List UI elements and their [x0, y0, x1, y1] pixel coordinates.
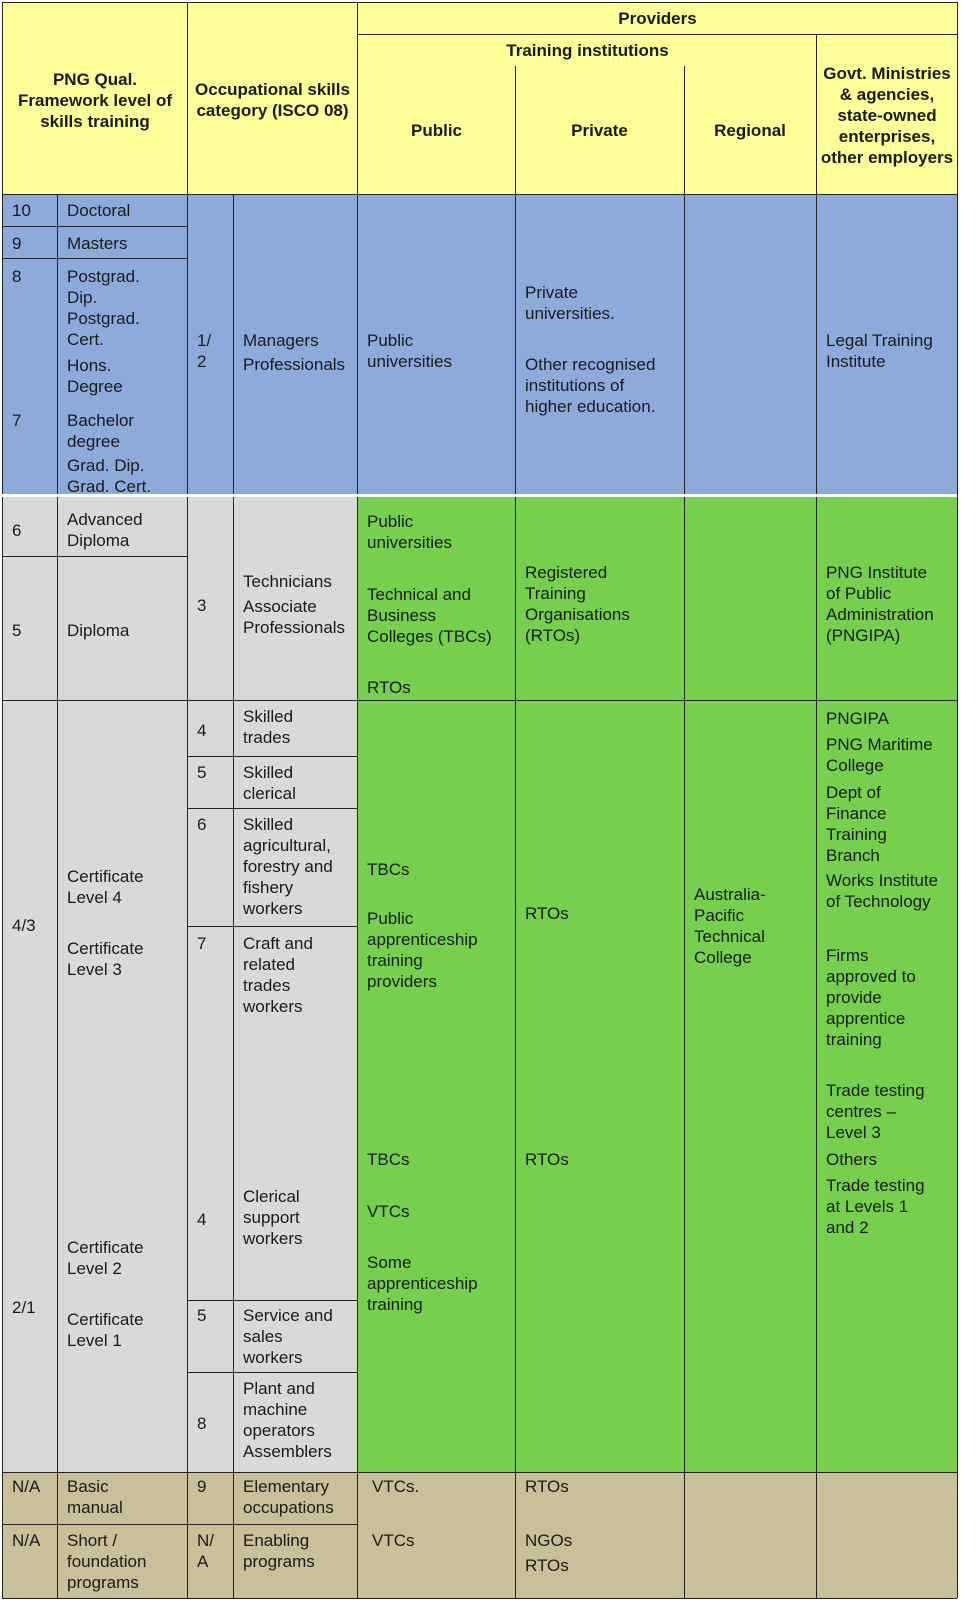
level-7: 7: [12, 411, 22, 430]
occ-code-1-2: 1/ 2: [197, 331, 212, 371]
level-bachelor: Bachelor degree: [67, 411, 135, 451]
occ-elementary: Elementary occupations: [243, 1477, 334, 1517]
level-cert2: Certificate Level 2: [67, 1238, 144, 1278]
level-5: 5: [12, 621, 22, 640]
r1-public: Public universities: [367, 331, 453, 371]
r6-private-b: RTOs: [525, 1556, 569, 1575]
r6-private-a: NGOs: [525, 1531, 573, 1550]
header-occupation: [195, 50, 350, 150]
level-basic: Basic manual: [67, 1477, 123, 1517]
level-short: Short / foundation programs: [67, 1531, 147, 1592]
header-level: [10, 40, 180, 160]
level-adv-dip: Advanced Diploma: [67, 510, 143, 550]
r2-public-a: Public universities: [367, 512, 453, 552]
occ-craft: Craft and related trades workers: [243, 934, 313, 1016]
r5-public: VTCs.: [372, 1477, 420, 1496]
level-masters: Masters: [67, 234, 128, 253]
level-cert1: Certificate Level 1: [67, 1310, 144, 1350]
occ-code-7: 7: [197, 934, 207, 953]
occ-enabling: Enabling programs: [243, 1531, 315, 1571]
r3-regional: Australia- Pacific Technical College: [694, 885, 766, 967]
occ-service: Service and sales workers: [243, 1306, 333, 1367]
level-8: 8: [12, 267, 22, 286]
training-institutions-label: Training institutions: [506, 40, 669, 60]
occ-skilled-clerical: Skilled clerical: [243, 763, 296, 803]
level-6: 6: [12, 521, 22, 540]
level-diploma: Diploma: [67, 621, 130, 640]
r3-govt-a: PNGIPA: [826, 709, 889, 728]
r1-govt: Legal Training Institute: [826, 331, 933, 371]
level-cert3: Certificate Level 3: [67, 939, 144, 979]
govt-label: Govt. Ministries & agencies, state-owned enterprises, other employers: [820, 63, 954, 167]
r2-public-c: RTOs: [367, 678, 411, 697]
r3-govt-c: Dept of Finance Training Branch: [826, 783, 887, 865]
level-grad: Grad. Dip. Grad. Cert.: [67, 456, 152, 496]
r3-public-b: Public apprenticeship training providers: [367, 909, 478, 991]
r3-govt-d: Works Institute of Technology: [826, 871, 939, 911]
occ-agri: Skilled agricultural, forestry and fishery workers: [243, 815, 333, 918]
r4-private: RTOs: [525, 1150, 569, 1169]
level-4-3: 4/3: [12, 916, 36, 935]
occ-professionals: Professionals: [243, 355, 346, 374]
occ-code-8: 8: [197, 1414, 207, 1433]
level-na-2: N/A: [12, 1531, 41, 1550]
occ-code-na: N/ A: [197, 1531, 214, 1571]
providers-label: Providers: [618, 8, 697, 28]
r4-public-a: TBCs: [367, 1150, 410, 1169]
header-private: [517, 115, 682, 145]
occ-skilled-trades: Skilled trades: [243, 707, 294, 747]
r2-private: Registered Training Organisations (RTOs): [525, 563, 630, 645]
occ-code-9: 9: [197, 1477, 207, 1496]
occ-code-6: 6: [197, 815, 207, 834]
r6-public: VTCs: [372, 1531, 415, 1550]
level-postgrad: Postgrad. Dip. Postgrad. Cert.: [67, 267, 140, 349]
header-govt: [818, 40, 956, 190]
occ-code-4b: 4: [197, 1210, 207, 1229]
level-10: 10: [12, 201, 31, 220]
r1-private-b: Other recognised institutions of higher education.: [525, 355, 656, 416]
header-training-institutions: [360, 38, 815, 62]
occ-code-5b: 5: [197, 1306, 207, 1325]
header-providers: [360, 6, 955, 30]
r4-public-c: Some apprenticeship training: [367, 1253, 478, 1314]
level-9: 9: [12, 234, 22, 253]
r3-private: RTOs: [525, 904, 569, 923]
header-public: [360, 115, 513, 145]
occ-plant: Plant and machine operators Assemblers: [243, 1379, 332, 1461]
occ-associate: Associate Professionals: [243, 597, 346, 637]
r2-govt: PNG Institute of Public Administration (PNGIPA): [826, 563, 934, 645]
r3-govt-f: Trade testing centres – Level 3: [826, 1081, 925, 1142]
occ-clerical: Clerical support workers: [243, 1187, 303, 1248]
header-occupation-label: Occupational skills category (ISCO 08): [195, 80, 350, 120]
occ-managers: Managers: [243, 331, 319, 350]
occ-code-3: 3: [197, 596, 207, 615]
private-label: Private: [571, 120, 628, 140]
level-doctoral: Doctoral: [67, 201, 131, 220]
r3-govt-b: PNG Maritime College: [826, 735, 933, 775]
r4-public-b: VTCs: [367, 1202, 410, 1221]
header-level-label: PNG Qual. Framework level of skills training: [17, 69, 172, 131]
public-label: Public: [410, 120, 462, 140]
r5-private: RTOs: [525, 1477, 569, 1496]
r2-public-b: Technical and Business Colleges (TBCs): [367, 585, 492, 646]
level-cert4: Certificate Level 4: [67, 867, 144, 907]
r1-private-a: Private universities.: [525, 283, 615, 323]
r4-govt-b: Trade testing at Levels 1 and 2: [826, 1176, 925, 1237]
occ-code-5a: 5: [197, 763, 207, 782]
r3-public-a: TBCs: [367, 860, 410, 879]
header-regional: [686, 115, 814, 145]
occ-technicians: Technicians: [243, 572, 332, 591]
level-hons: Hons. Degree: [67, 356, 123, 396]
r4-govt-a: Others: [826, 1150, 878, 1169]
level-na-1: N/A: [12, 1477, 41, 1496]
level-2-1: 2/1: [12, 1298, 36, 1317]
regional-label: Regional: [714, 120, 786, 140]
occ-code-4a: 4: [197, 721, 207, 740]
r3-govt-e: Firms approved to provide apprentice training: [826, 946, 916, 1049]
